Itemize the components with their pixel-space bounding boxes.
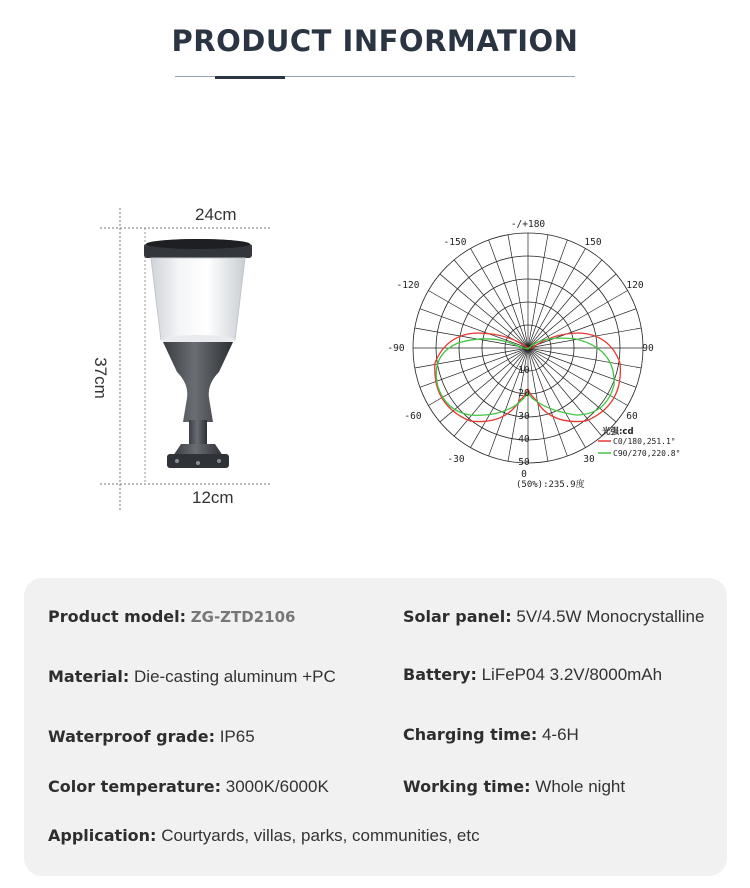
- spec-solar-panel: [403, 607, 704, 627]
- spec-battery: [403, 665, 662, 685]
- spec-label: Battery:: [403, 665, 477, 684]
- spec-label: Waterproof grade:: [48, 727, 215, 746]
- lamp-illustration: [95, 200, 285, 520]
- spec-value: Whole night: [535, 777, 626, 796]
- angle-label: -120: [396, 280, 420, 291]
- angle-label: 90: [642, 343, 654, 354]
- radial-label: 20: [518, 388, 530, 399]
- spec-value: IP65: [219, 727, 255, 746]
- angle-label: 150: [584, 237, 602, 248]
- spec-label: Product model:: [48, 607, 187, 626]
- title-divider-accent: [215, 76, 285, 79]
- spec-value: 5V/4.5W Monocrystalline: [516, 607, 705, 626]
- spec-label: Application:: [48, 826, 157, 845]
- spec-application: [48, 826, 480, 846]
- spec-product-model: [48, 607, 295, 627]
- spec-label: Working time:: [403, 777, 531, 796]
- angle-label: -150: [443, 237, 467, 248]
- radial-label: 10: [518, 365, 530, 376]
- spec-panel: [24, 578, 727, 876]
- angle-label: -30: [447, 454, 465, 465]
- radial-label: 40: [518, 434, 530, 445]
- light-distribution-diagram: [380, 215, 710, 500]
- spec-material: [48, 667, 336, 687]
- angle-label: 120: [626, 280, 644, 291]
- legend-c0: C0/180,251.1°: [613, 437, 676, 446]
- page-title: PRODUCT INFORMATION: [171, 24, 579, 58]
- angle-label: -90: [387, 343, 405, 354]
- angle-label: 60: [626, 411, 638, 422]
- radial-label: 0: [521, 469, 527, 480]
- spec-value: Courtyards, villas, parks, communities, etc: [161, 826, 480, 845]
- angle-label: 30: [583, 454, 595, 465]
- spec-working-time: [403, 777, 625, 797]
- diagram-top-label: -/+180: [510, 219, 546, 230]
- spec-label: Charging time:: [403, 725, 538, 744]
- legend-c90: C90/270,220.8°: [613, 449, 681, 458]
- radial-label: 50: [518, 457, 530, 468]
- spec-label: Color temperature:: [48, 777, 222, 796]
- radial-label: 30: [518, 411, 530, 422]
- angle-label: -60: [404, 411, 422, 422]
- spec-color-temperature: [48, 777, 329, 797]
- spec-waterproof-grade: [48, 727, 255, 747]
- spec-value: 3000K/6000K: [225, 777, 329, 796]
- beam-angle-label: (50%):235.9度: [516, 480, 585, 490]
- spec-label: Solar panel:: [403, 607, 512, 626]
- spec-label: Material:: [48, 667, 130, 686]
- spec-charging-time: [403, 725, 579, 745]
- width-dimension-label: 24cm: [195, 205, 237, 224]
- height-dimension-label: 37cm: [90, 357, 110, 399]
- legend-title: 光强:cd: [602, 427, 634, 437]
- spec-value: 4-6H: [541, 725, 579, 744]
- base-dimension-label: 12cm: [192, 488, 234, 507]
- spec-value: LiFeP04 3.2V/8000mAh: [481, 665, 663, 684]
- spec-value: Die-casting aluminum +PC: [134, 667, 336, 686]
- spec-value: ZG-ZTD2106: [190, 608, 296, 626]
